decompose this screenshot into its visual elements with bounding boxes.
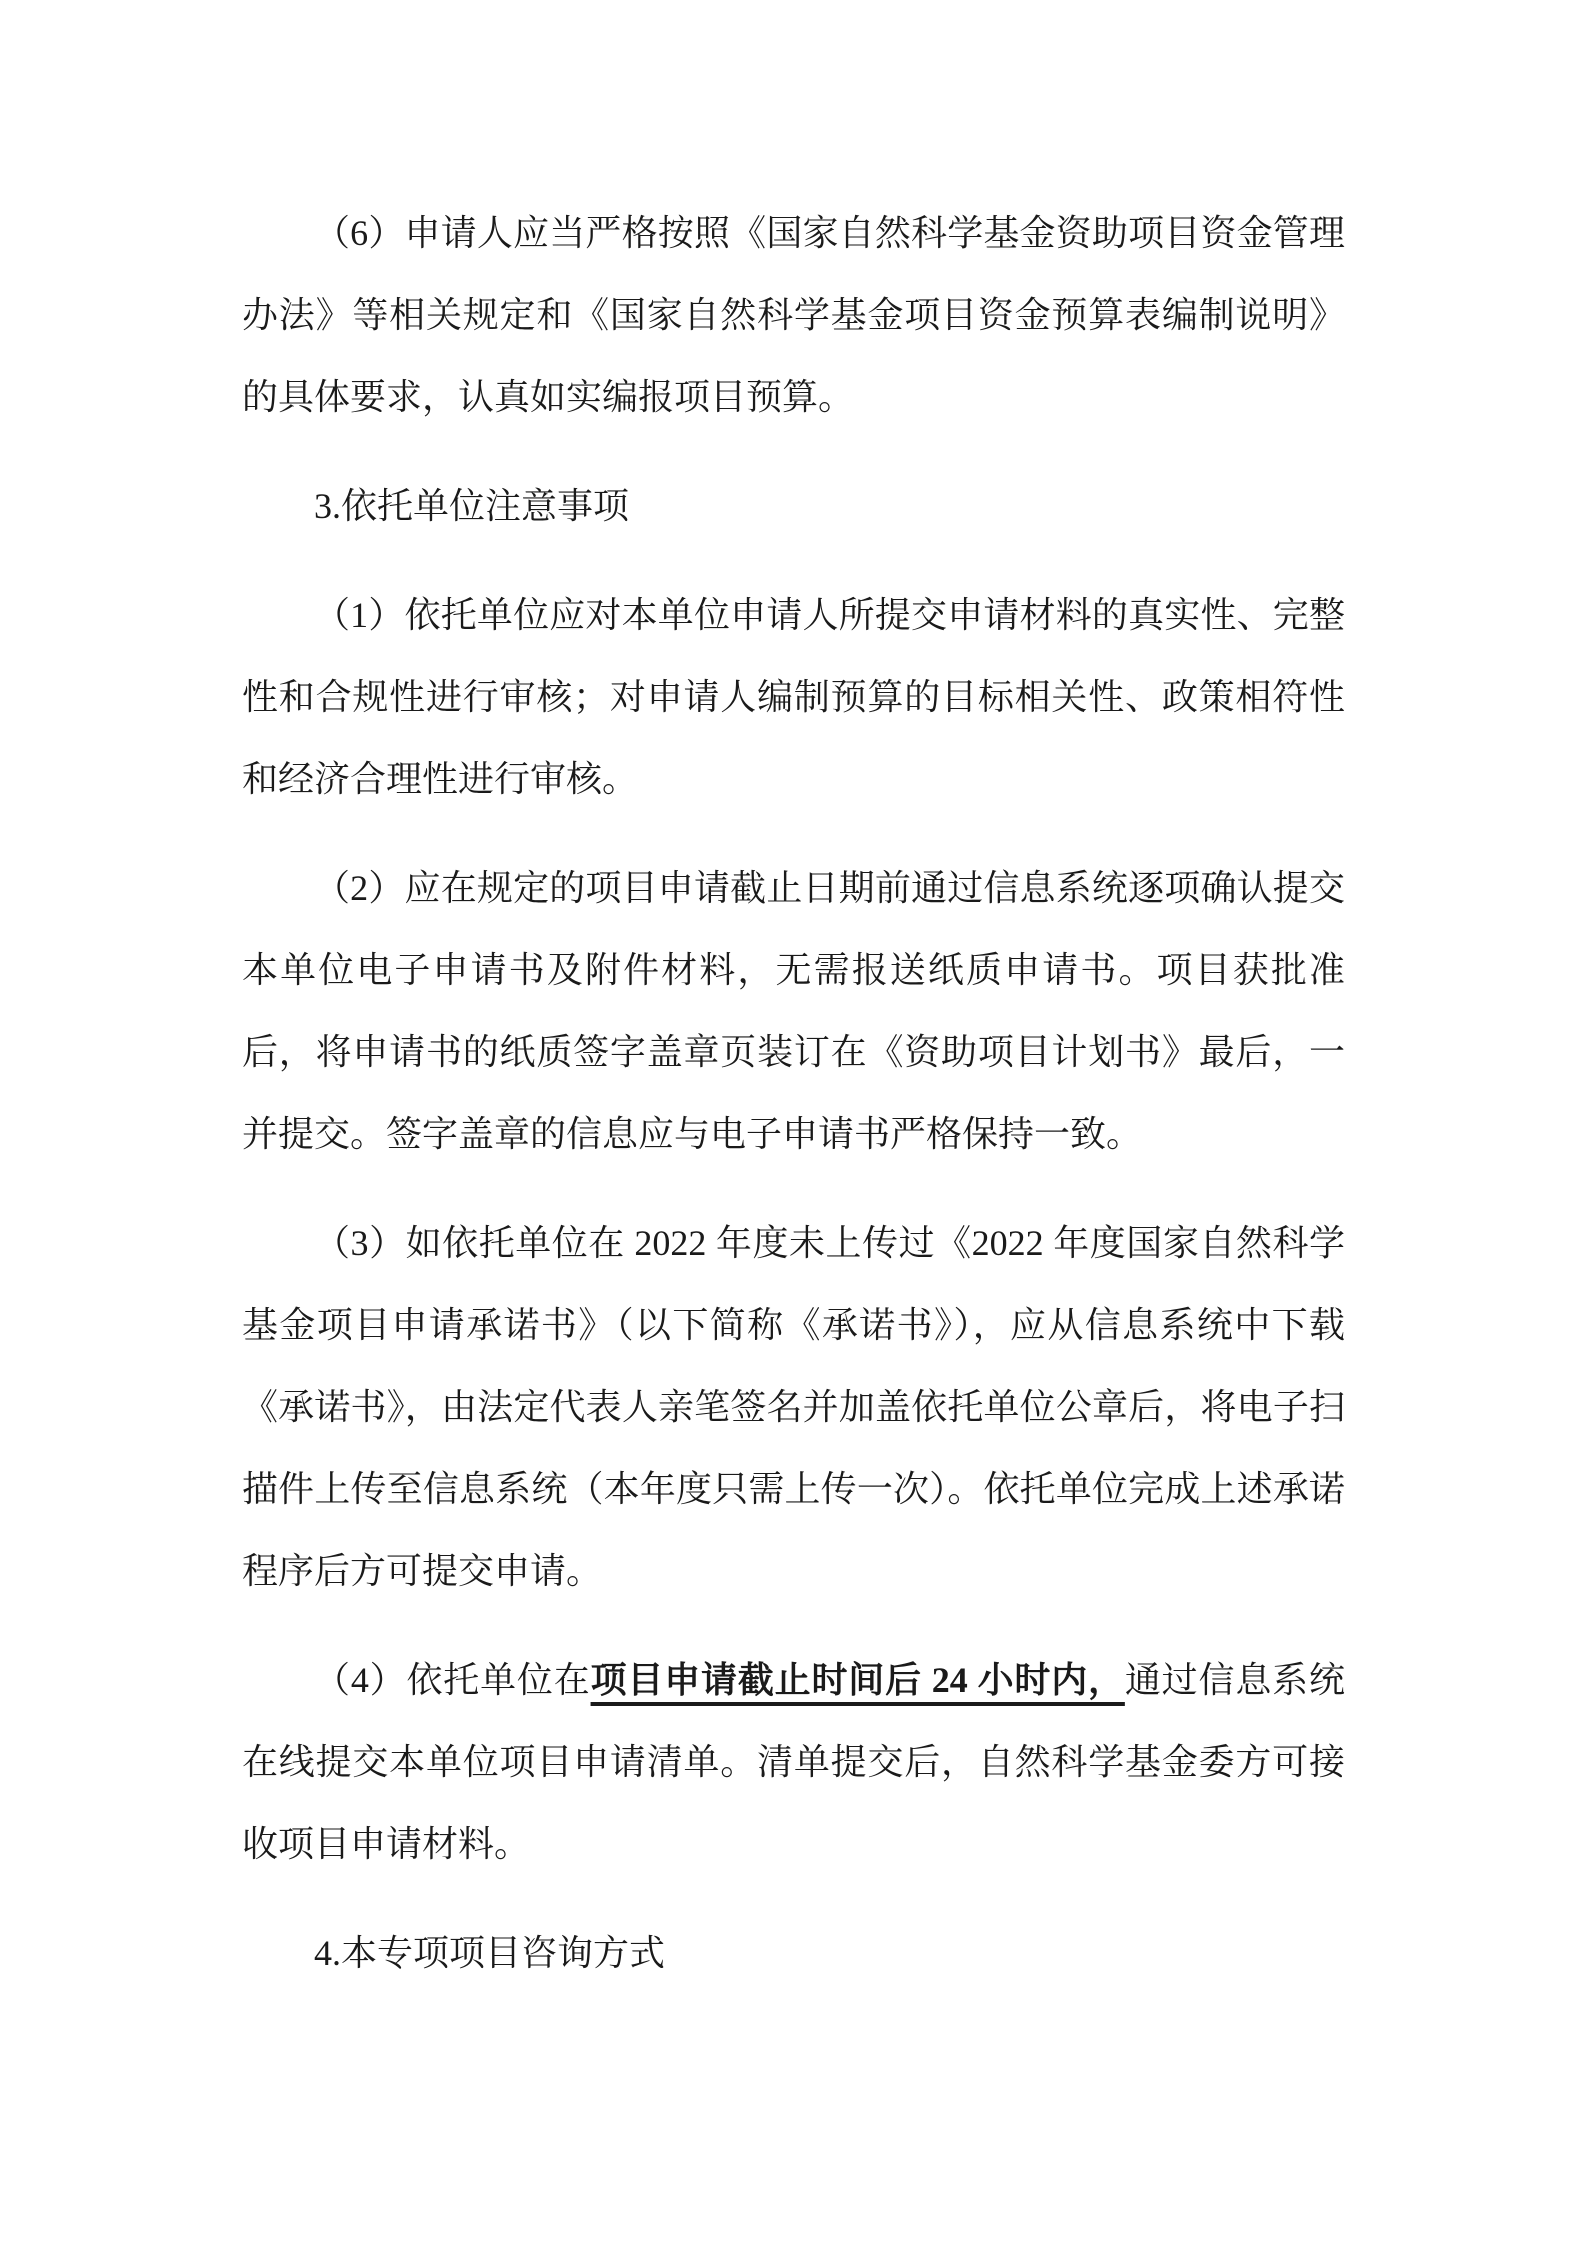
para-item-2 [242, 847, 1345, 1175]
para-item-1 [242, 574, 1345, 820]
heading-section-4 [242, 1912, 1345, 1994]
text-segment: （3）如依托单位在 2022 年度未上传过《2022 年度国家自然科学基金项目申请承诺书》（以下简称《承诺书》），应从信息系统中下载《承诺书》，由法定代表人亲笔签名并加盖依托单位公章后，将电子扫描件上传至信息系统（本年度只需上传一次）。依托单位完成上述承诺程序后方可提交申请。 [242, 1223, 1345, 1591]
para-item-4 [242, 1639, 1345, 1885]
text-segment: 通过信息系统在线提交本单位项目申请清单。清单提交后，自然科学基金委方可接收项目申请材料。 [242, 1660, 1345, 1864]
para-item-3 [242, 1202, 1345, 1612]
document-body [242, 192, 1345, 1994]
text-segment: （2）应在规定的项目申请截止日期前通过信息系统逐项确认提交本单位电子申请书及附件材料，无需报送纸质申请书。项目获批准后，将申请书的纸质签字盖章页装订在《资助项目计划书》最后，一并提交。签字盖章的信息应与电子申请书严格保持一致。 [242, 868, 1345, 1154]
emphasized-deadline-text: 项目申请截止时间后 24 小时内， [590, 1660, 1125, 1700]
para-item-6 [242, 192, 1345, 438]
heading-section-3 [242, 465, 1345, 547]
text-segment: 4.本专项项目咨询方式 [314, 1933, 666, 1973]
text-segment: （6）申请人应当严格按照《国家自然科学基金资助项目资金管理办法》等相关规定和《国家自然科学基金项目资金预算表编制说明》的具体要求，认真如实编报项目预算。 [242, 213, 1345, 417]
text-segment: （4）依托单位在 [314, 1660, 591, 1700]
text-segment: （1）依托单位应对本单位申请人所提交申请材料的真实性、完整性和合规性进行审核；对申请人编制预算的目标相关性、政策相符性和经济合理性进行审核。 [242, 595, 1345, 799]
text-segment: 3.依托单位注意事项 [314, 486, 630, 526]
